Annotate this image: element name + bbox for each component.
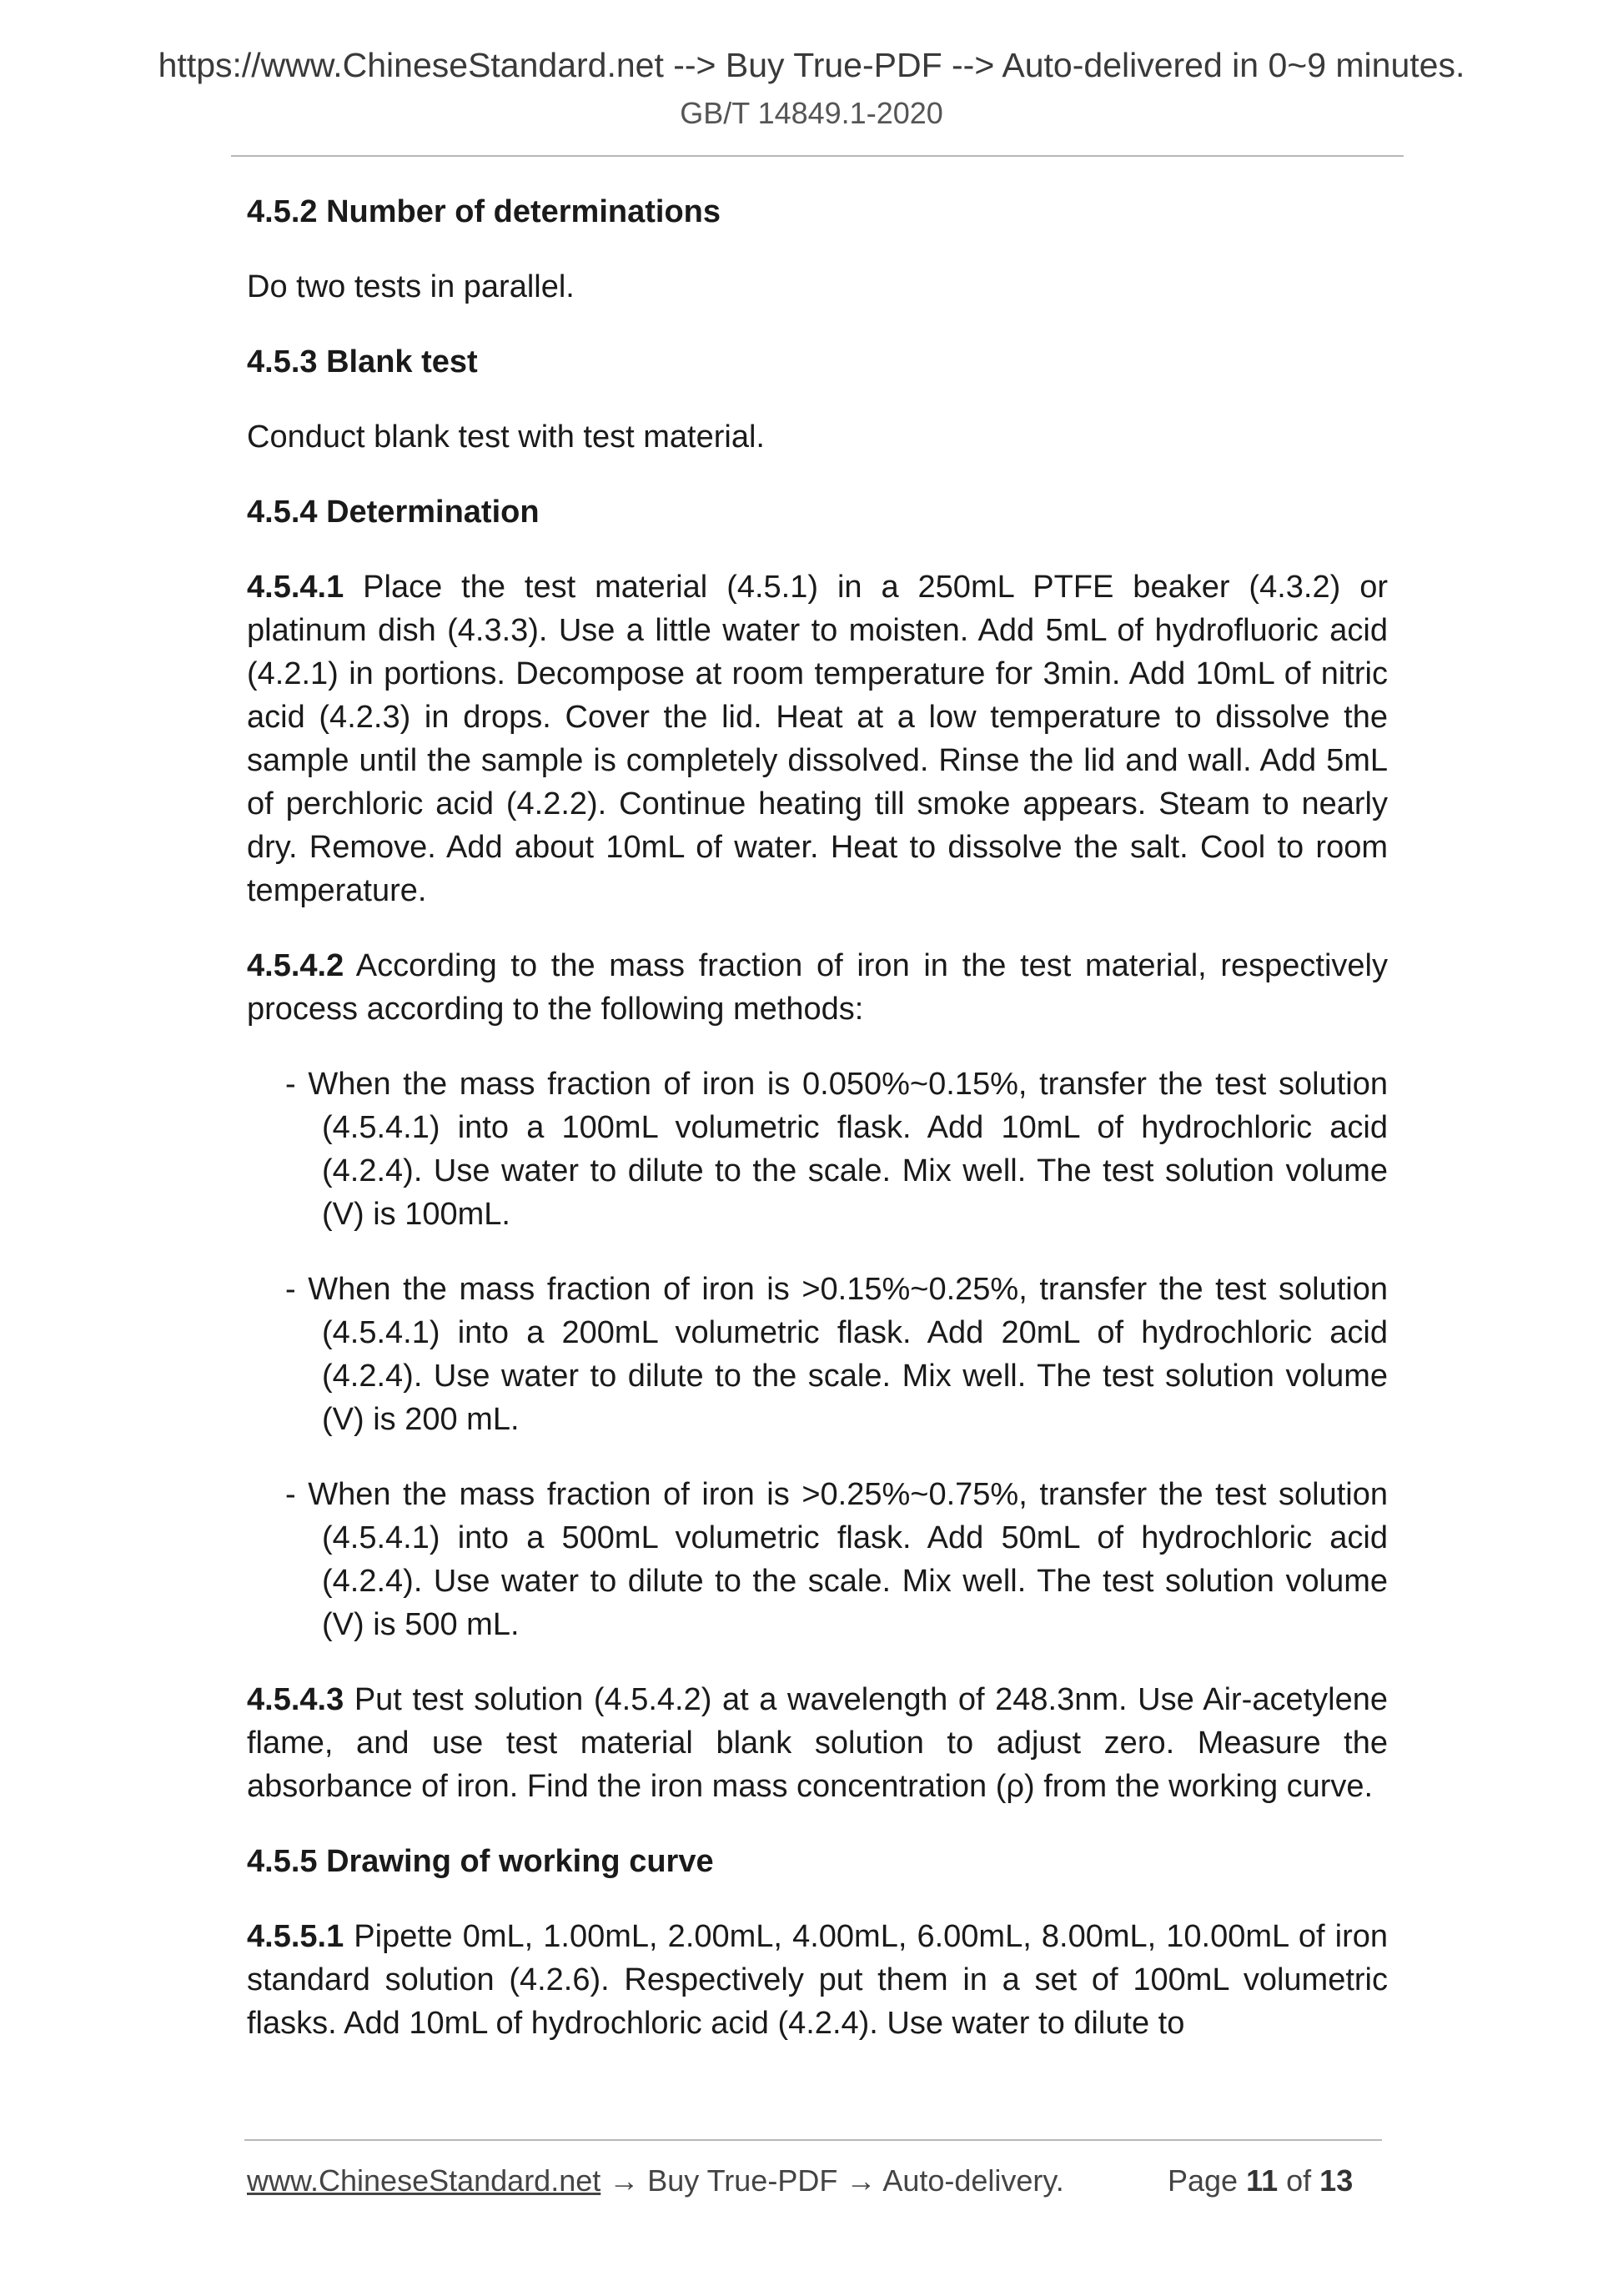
clause-4-5-4-1 xyxy=(247,565,1388,912)
section-4-5-3-title: 4.5.3 Blank test xyxy=(247,344,478,379)
header-url-line: https://www.ChineseStandard.net --> Buy True-PDF --> Auto-delivered in 0~9 minutes. xyxy=(158,46,1465,84)
list-item: - When the mass fraction of iron is >0.15%~0.25%, transfer the test solution (4.5.4.1) into a 200mL volumetric flask. Add 20mL of hydrochloric acid (4.2.4). Use water to dilute to the scale. Mix well. The test solution volume (V) is 200 mL. xyxy=(285,1272,1388,1437)
clause-number: 4.5.5.1 xyxy=(247,1919,344,1954)
clause-text: Put test solution (4.5.4.2) at a wavelength of 248.3nm. Use Air-acetylene flame, and use test material blank solution to adjust zero. Measure the absorbance of iron. Find the iron mass concentration (ρ) from the working curve. xyxy=(247,1682,1388,1804)
header-divider xyxy=(231,155,1404,157)
clause-number: 4.5.4.3 xyxy=(247,1682,344,1717)
page-header xyxy=(0,42,1623,135)
page-footer xyxy=(247,2160,1381,2202)
section-4-5-2-text: Do two tests in parallel. xyxy=(247,269,575,304)
page-label: Page xyxy=(1168,2163,1247,2198)
section-4-5-4-title: 4.5.4 Determination xyxy=(247,495,540,530)
list-item: - When the mass fraction of iron is >0.25%~0.75%, transfer the test solution (4.5.4.1) into a 500mL volumetric flask. Add 50mL of hydrochloric acid (4.2.4). Use water to dilute to the scale. Mix well. The test solution volume (V) is 500 mL. xyxy=(285,1477,1388,1642)
site-link[interactable]: www.ChineseStandard.net xyxy=(247,2163,601,2198)
clause-4-5-4-2 xyxy=(247,944,1388,1031)
clause-4-5-4-3 xyxy=(247,1678,1388,1808)
footer-divider xyxy=(244,2139,1382,2141)
document-body xyxy=(247,190,1388,2077)
clause-4-5-5-1 xyxy=(247,1915,1388,2045)
list-item: - When the mass fraction of iron is 0.050%~0.15%, transfer the test solution (4.5.4.1) into a 100mL volumetric flask. Add 10mL of hydrochloric acid (4.2.4). Use water to dilute to the scale. Mix well. The test solution volume (V) is 100mL. xyxy=(285,1067,1388,1232)
footer-promo xyxy=(247,2163,1064,2198)
clause-number: 4.5.4.2 xyxy=(247,948,344,983)
page-indicator xyxy=(1168,2160,1353,2202)
clause-text: According to the mass fraction of iron in the test material, respectively process according to the following methods: xyxy=(247,948,1388,1027)
promo-text: → Buy True-PDF → Auto-delivery. xyxy=(600,2163,1064,2198)
clause-text: Place the test material (4.5.1) in a 250mL PTFE beaker (4.3.2) or platinum dish (4.3.3). Use a little water to moisten. Add 5mL of hydrofluoric acid (4.2.1) in portions. Decompose at room temperature for 3min. Add 10mL of nitric acid (4.2.3) in drops. Cover the lid. Heat at a low temperature to dissolve the sample until the sample is completely dissolved. Rinse the lid and wall. Add 5mL of perchloric acid (4.2.2). Continue heating till smoke appears. Steam to nearly dry. Remove. Add about 10mL of water. Heat to dissolve the salt. Cool to room temperature. xyxy=(247,570,1388,908)
clause-number: 4.5.4.1 xyxy=(247,570,344,605)
section-4-5-3-text: Conduct blank test with test material. xyxy=(247,420,765,455)
page-total: 13 xyxy=(1319,2163,1354,2198)
clause-text: Pipette 0mL, 1.00mL, 2.00mL, 4.00mL, 6.00mL, 8.00mL, 10.00mL of iron standard solution (4.2.6). Respectively put them in a set of 100mL volumetric flasks. Add 10mL of hydrochloric acid (4.2.4). Use water to dilute to xyxy=(247,1919,1388,2041)
page-of: of xyxy=(1278,2163,1320,2198)
standard-number: GB/T 14849.1-2020 xyxy=(680,96,943,130)
section-4-5-5-title: 4.5.5 Drawing of working curve xyxy=(247,1844,714,1879)
section-4-5-2-title: 4.5.2 Number of determinations xyxy=(247,194,721,229)
page-current: 11 xyxy=(1246,2163,1279,2198)
